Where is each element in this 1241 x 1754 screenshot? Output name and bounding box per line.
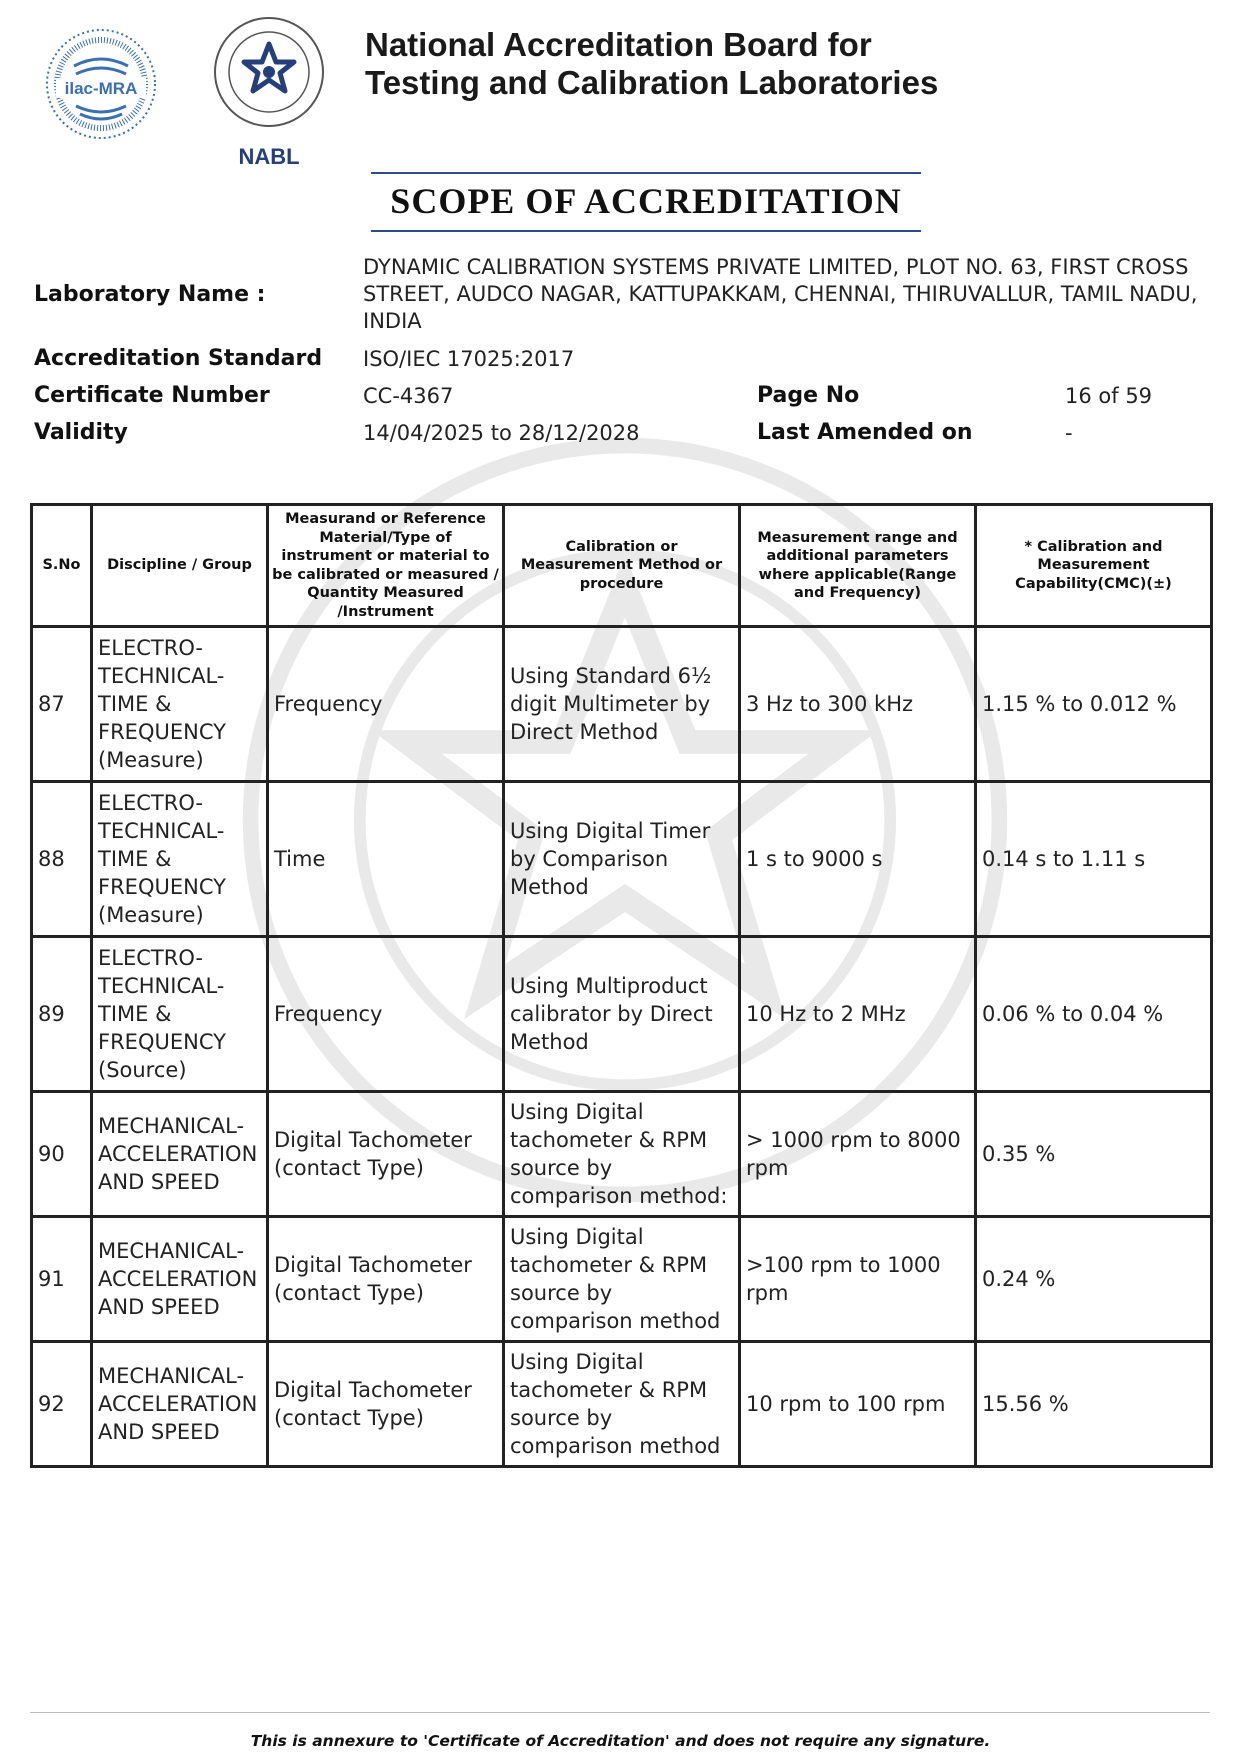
organization-name-line1: National Accreditation Board for (365, 26, 872, 63)
lab-name-label: Laboratory Name : (34, 282, 266, 307)
cell-method: Using Digital tachometer & RPM source by comparison method (504, 1342, 740, 1467)
cell-sno: 92 (32, 1342, 92, 1467)
cell-method: Using Standard 6½ digit Multimeter by Direct Method (504, 627, 740, 782)
cell-sno: 87 (32, 627, 92, 782)
ilac-logo-text: ilac-MRA (64, 79, 138, 98)
last-amended-label: Last Amended on (757, 420, 973, 445)
page-no-label: Page No (757, 383, 860, 408)
last-amended-value: - (1065, 421, 1073, 445)
table-row (32, 1092, 1212, 1217)
table-row (32, 782, 1212, 937)
cell-sno: 90 (32, 1092, 92, 1217)
organization-name (365, 26, 1065, 102)
cell-measurand: Digital Tachometer (contact Type) (268, 1217, 504, 1342)
cell-discipline: MECHANICAL-ACCELERATION AND SPEED (92, 1217, 268, 1342)
page-title: SCOPE OF ACCREDITATION (371, 172, 921, 232)
cell-range: 10 rpm to 100 rpm (740, 1342, 976, 1467)
cell-method: Using Digital tachometer & RPM source by comparison method (504, 1217, 740, 1342)
cell-cmc: 0.35 % (976, 1092, 1212, 1217)
table-row (32, 1217, 1212, 1342)
cell-cmc: 0.14 s to 1.11 s (976, 782, 1212, 937)
ilac-mra-logo (44, 14, 158, 154)
header-measurand: Measurand or Reference Material/Type of instrument or material to be calibrated or measured / Quantity Measured /Instrument (268, 505, 504, 627)
scope-table (30, 503, 1213, 1468)
cell-measurand: Frequency (268, 937, 504, 1092)
standard-value: ISO/IEC 17025:2017 (363, 347, 575, 371)
table-row (32, 937, 1212, 1092)
cell-measurand: Time (268, 782, 504, 937)
cell-range: >100 rpm to 1000 rpm (740, 1217, 976, 1342)
footer-note: This is annexure to 'Certificate of Accreditation' and does not require any signature. (250, 1732, 991, 1750)
cell-measurand: Frequency (268, 627, 504, 782)
certificate-value: CC-4367 (363, 384, 454, 408)
cell-discipline: ELECTRO-TECHNICAL-TIME & FREQUENCY (Source) (92, 937, 268, 1092)
header-discipline: Discipline / Group (92, 505, 268, 627)
cell-method: Using Digital tachometer & RPM source by comparison method: (504, 1092, 740, 1217)
cell-discipline: MECHANICAL-ACCELERATION AND SPEED (92, 1342, 268, 1467)
header-cmc: * Calibration and Measurement Capability(CMC)(±) (976, 505, 1212, 627)
cell-method: Using Multiproduct calibrator by Direct Method (504, 937, 740, 1092)
table-row (32, 1342, 1212, 1467)
organization-name-line2: Testing and Calibration Laboratories (365, 64, 939, 101)
cell-sno: 88 (32, 782, 92, 937)
certificate-label: Certificate Number (34, 383, 270, 408)
cell-range: 3 Hz to 300 kHz (740, 627, 976, 782)
header-method: Calibration or Measurement Method or procedure (504, 505, 740, 627)
cell-measurand: Digital Tachometer (contact Type) (268, 1342, 504, 1467)
header-range: Measurement range and additional parameters where applicable(Range and Frequency) (740, 505, 976, 627)
cell-range: 10 Hz to 2 MHz (740, 937, 976, 1092)
validity-value: 14/04/2025 to 28/12/2028 (363, 421, 640, 445)
cell-range: > 1000 rpm to 8000 rpm (740, 1092, 976, 1217)
cell-method: Using Digital Timer by Comparison Method (504, 782, 740, 937)
cell-sno: 89 (32, 937, 92, 1092)
lab-name-value: DYNAMIC CALIBRATION SYSTEMS PRIVATE LIMITED, PLOT NO. 63, FIRST CROSS STREET, AUDCO NAGAR, KATTUPAKKAM, CHENNAI, THIRUVALLUR, TAMIL NADU, INDIA (363, 255, 1198, 333)
cell-discipline: MECHANICAL-ACCELERATION AND SPEED (92, 1092, 268, 1217)
cell-range: 1 s to 9000 s (740, 782, 976, 937)
nabl-logo (210, 12, 328, 172)
footer-divider (30, 1712, 1210, 1713)
nabl-logo-text: NABL (238, 144, 300, 169)
page-no-value: 16 of 59 (1065, 384, 1153, 408)
cell-discipline: ELECTRO-TECHNICAL-TIME & FREQUENCY (Measure) (92, 627, 268, 782)
cell-cmc: 1.15 % to 0.012 % (976, 627, 1212, 782)
cell-sno: 91 (32, 1217, 92, 1342)
standard-label: Accreditation Standard (34, 346, 323, 371)
cell-cmc: 0.06 % to 0.04 % (976, 937, 1212, 1092)
cell-cmc: 15.56 % (976, 1342, 1212, 1467)
table-header-row (32, 505, 1212, 627)
cell-measurand: Digital Tachometer (contact Type) (268, 1092, 504, 1217)
cell-cmc: 0.24 % (976, 1217, 1212, 1342)
header-sno: S.No (32, 505, 92, 627)
cell-discipline: ELECTRO-TECHNICAL-TIME & FREQUENCY (Measure) (92, 782, 268, 937)
table-row (32, 627, 1212, 782)
validity-label: Validity (34, 420, 128, 445)
page-header (0, 0, 1241, 240)
